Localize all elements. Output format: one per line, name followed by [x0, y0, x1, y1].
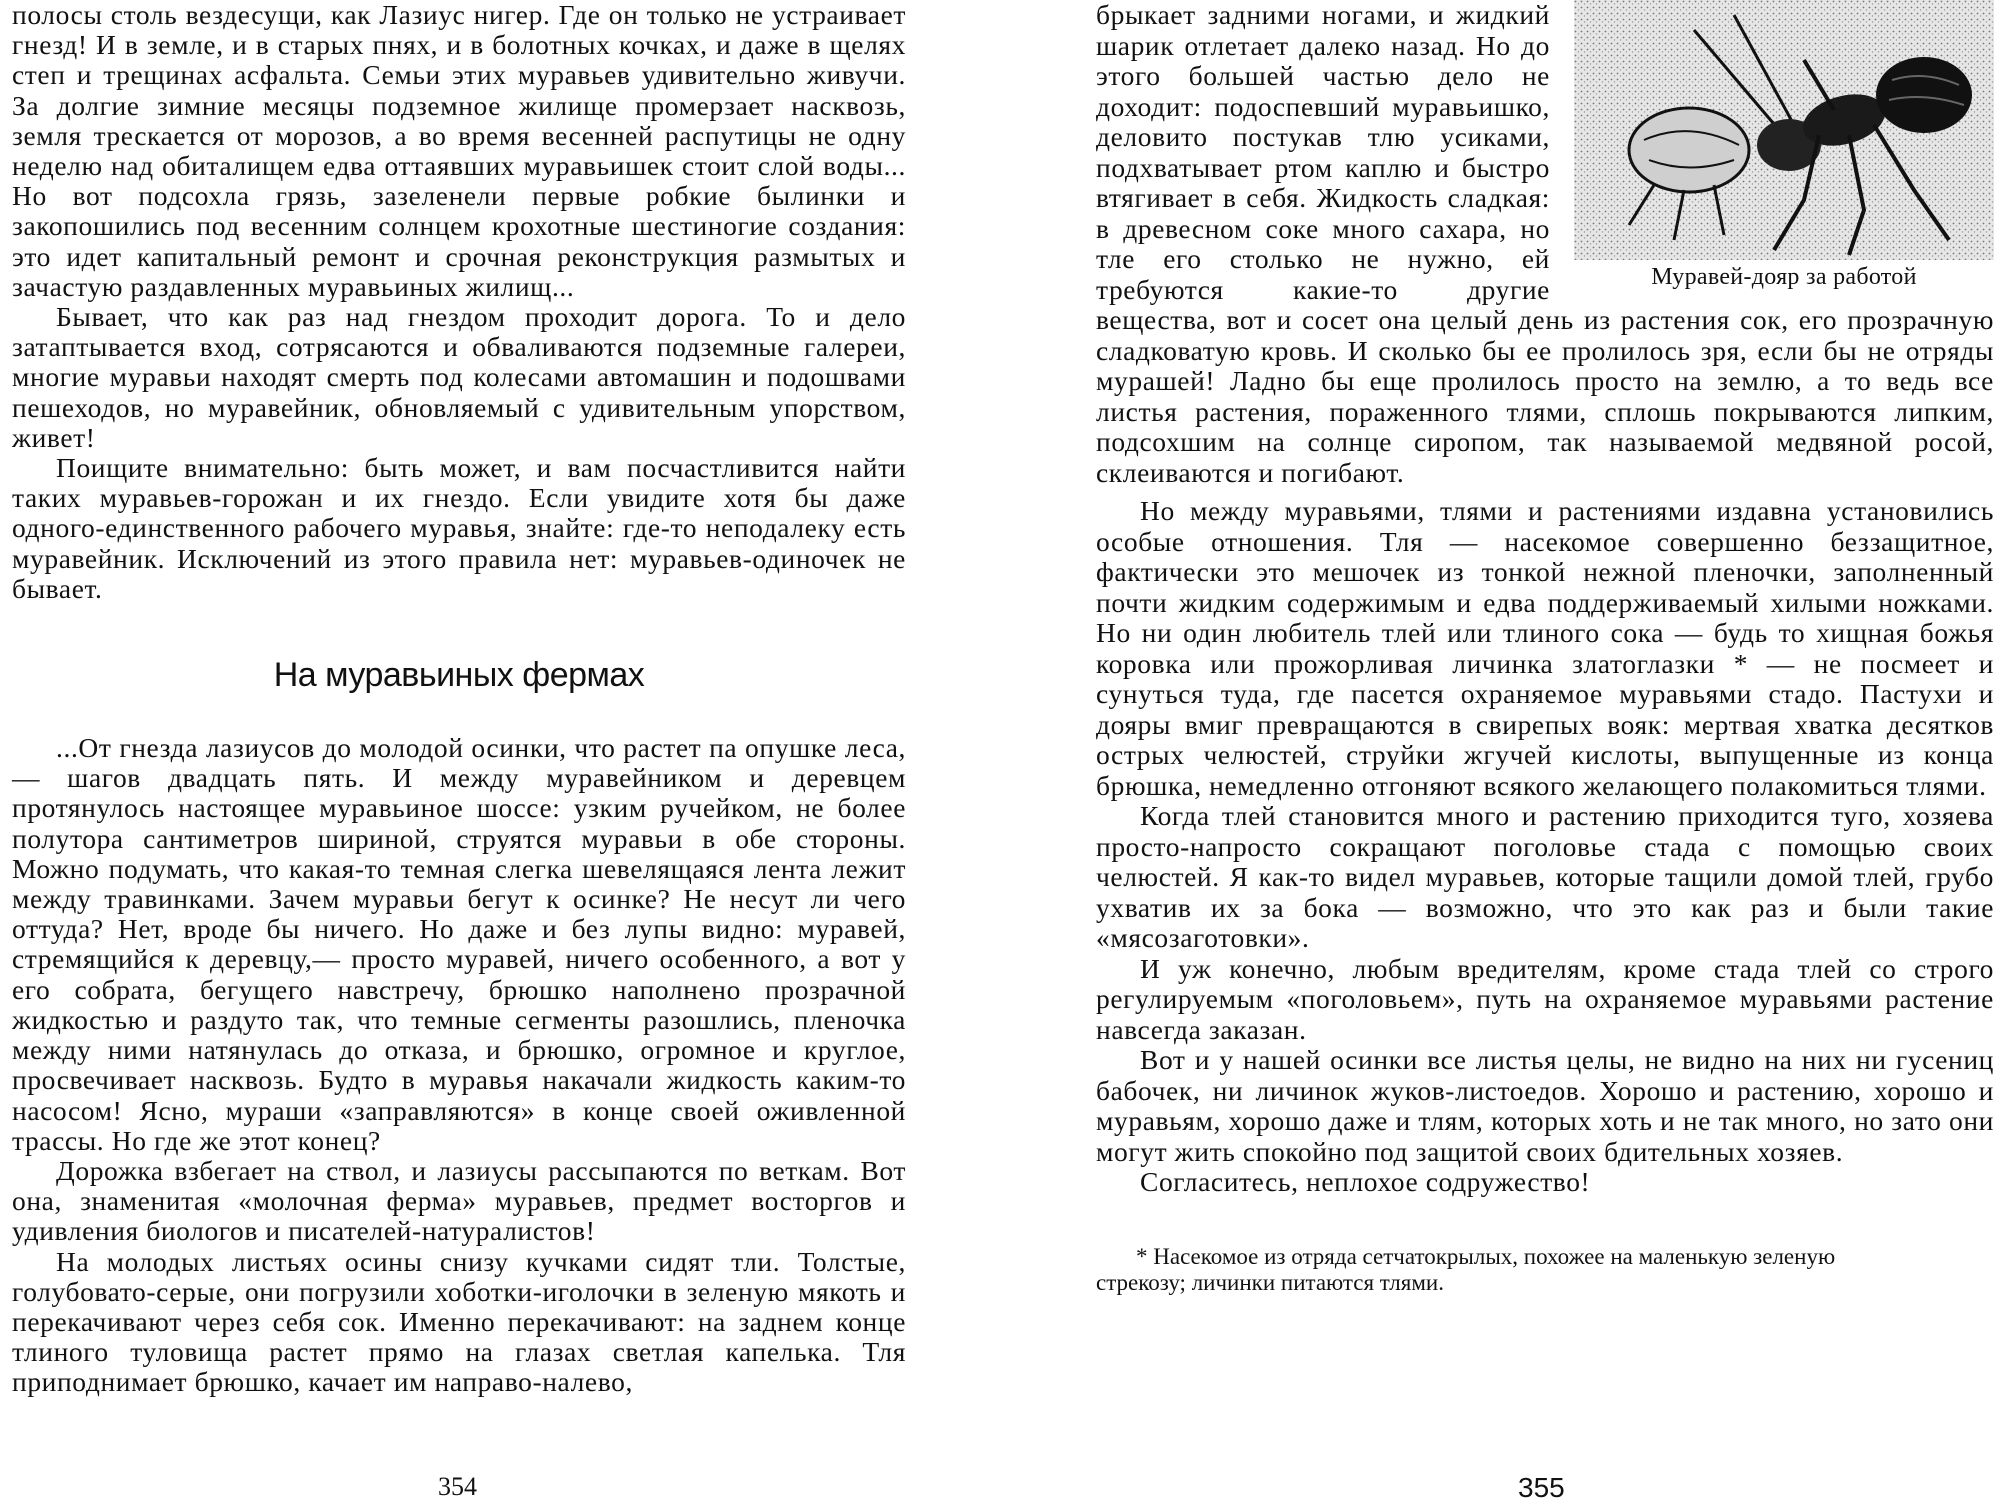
footnote — [1096, 1244, 1994, 1296]
paragraph: И уж конечно, любым вредителям, кроме стада тлей со строго регулируемым «поголовьем», путь на охраняемое муравьями растение навсегда заказан. — [1096, 952, 1994, 1045]
figure — [1574, 0, 1994, 291]
section-heading: На муравьиных фермах — [273, 656, 645, 695]
paragraph: брыкает задними ногами, и жидкий шарик отлетает далеко назад. Но до этого большей частью дело не доходит: подоспевший муравьишко, деловито постукав тлю усиками, подхватывает ртом каплю и быстро втягивает в себя. Жидкость сладкая: в древесном соке много сахара, но тле его столько не нужно, ей требуются какие-то другие вещества, вот и сосет она целый день из растения сок, его прозрачную сладковатую кровь. И сколько бы ее пролилось зря, если бы не отряды мурашей! Ладно бы еще пролилось просто на землю, а то ведь все листья растения, пораженного тлями, сплошь покрываются липким, подсохшим на солнце сиропом, так называемой медвяной росой, склеиваются и погибают. — [1096, 0, 1994, 488]
page-number-left: 354 — [438, 1472, 477, 1501]
figure-caption: Муравей-дояр за работой — [1651, 264, 1917, 290]
paragraph: На молодых листьях осины снизу кучками сидят тли. Толстые, голубовато-серые, они погрузили хоботки-иголочки в зеленую мякоть и перекачивают через себя сок. Именно перекачивают: на заднем конце тлиного туловища растет прямо на глазах светлая капелька. Тля приподнимает брюшко, качает им направо-налево, — [12, 1245, 906, 1398]
left-page — [12, 0, 906, 1398]
paragraph: Вот и у нашей осинки все листья целы, не видно на них ни гусениц бабочек, ни личинок жуков-листоедов. Хорошо и растению, хорошо и муравьям, хорошо даже и тлям, которых хоть и не так много, но зато они могут жить спокойно под защитой своих бдительных хозяев. — [1096, 1044, 1994, 1167]
paragraph: ...От гнезда лазиусов до молодой осинки, что растет па опушке леса,— шагов двадцать пять. И между муравейником и деревцем протянулось настоящее муравьиное шоссе: узким ручейком, не более полутора сантиметров шириной, струятся муравьи в обе стороны. Можно подумать, что какая-то темная слегка шевелящаяся лента лежит между травинками. Зачем муравьи бегут к осинке? Не несут ли чего оттуда? Нет, вроде бы ничего. Но даже и без лупы видно: муравей, стремящийся к деревцу,— просто муравей, ничего особенного, а вот у его собрата, бегущего навстречу, брюшко наполнено прозрачной жидкостью и раздуто так, что темные сегменты разошлись, пленочка между ними натянулась до отказа, и брюшко, огромное и круглое, просвечивает насквозь. Будто в муравья накачали жидкость каким-то насосом! Ясно, мураши «заправляются» в конце своей оживленной трассы. Но где же этот конец? — [12, 732, 906, 1156]
ant-aphid-illustration — [1574, 0, 1994, 260]
paragraph: Поищите внимательно: быть может, и вам посчастливится найти таких муравьев-горожан и их гнездо. Если увидите хотя бы даже одного-единственного рабочего муравья, знайте: где-то неподалеку есть муравейник. Исключений из этого правила нет: муравьев-одиночек не бывает. — [12, 452, 906, 604]
paragraph: Согласитесь, неплохое содружество! — [1140, 1166, 1591, 1197]
paragraph: Дорожка взбегает на ствол, и лазиусы рассыпаются по веткам. Вот она, знаменитая «молочная ферма» муравьев, предмет восторгов и удивления биологов и писателей-натуралистов! — [12, 1154, 906, 1247]
paragraph: Но между муравьями, тлями и растениями издавна установились особые отношения. Тля — насекомое совершенно беззащитное, фактически это мешочек из тонкой нежной пленочки, заполненный почти жидким содержимым и едва поддерживаемый хилыми ножками. Но ни один любитель тлей или тлиного сока — будь то хищная божья коровка или прожорливая личинка златоглазки * — не посмеет и сунуться туда, где пасется охраняемое муравьями стадо. Пастухи и дояры вмиг превращаются в свирепых вояк: мертвая хватка десятков острых челюстей, струйки жгучей кислоты, выпущенные из конца брюшка, немедленно отгоняют всякого желающего полакомиться тлями. — [1096, 495, 1994, 801]
right-page — [1096, 0, 1994, 1296]
paragraph: Когда тлей становится много и растению приходится туго, хозяева просто-напросто сокращают поголовье стада с помощью своих челюстей. Я как-то видел муравьев, которые тащили домой тлей, грубо ухватив их за бока — возможно, что это как раз и были такие «мясозаготовки». — [1096, 800, 1994, 953]
footnote-line: стрекозу; личинки питаются тлями. — [1096, 1269, 1444, 1295]
footnote-line: * Насекомое из отряда сетчатокрылых, похожее на маленькую зеленую — [1136, 1243, 1836, 1269]
paragraph: Бывает, что как раз над гнездом проходит дорога. То и дело затаптывается вход, сотрясаются и обваливаются подземные галереи, многие муравьи находят смерть под колесами автомашин и подошвами пешеходов, но муравейник, обновляемый с удивительным упорством, живет! — [12, 301, 906, 453]
page-number-right: 355 — [1518, 1472, 1565, 1503]
paragraph: полосы столь вездесущи, как Лазиус нигер. Где он только не устраивает гнезд! И в земле, и в старых пнях, и в болотных кочках, и даже в щелях степ и трещинах асфальта. Семьи этих муравьев удивительно живучи. За долгие зимние месяцы подземное жилище промерзает насквозь, земля трескается от морозов, а во время весенней распутицы не одну неделю над обиталищем едва оттаявших муравьишек стоит слой воды... Но вот подсохла грязь, зазеленели первые робкие былинки и закопошились под весенним солнцем крохотные шестиногие создания: это идет капитальный ремонт и срочная реконструкция размытых и зачастую раздавленных муравьиных жилищ... — [12, 0, 906, 302]
